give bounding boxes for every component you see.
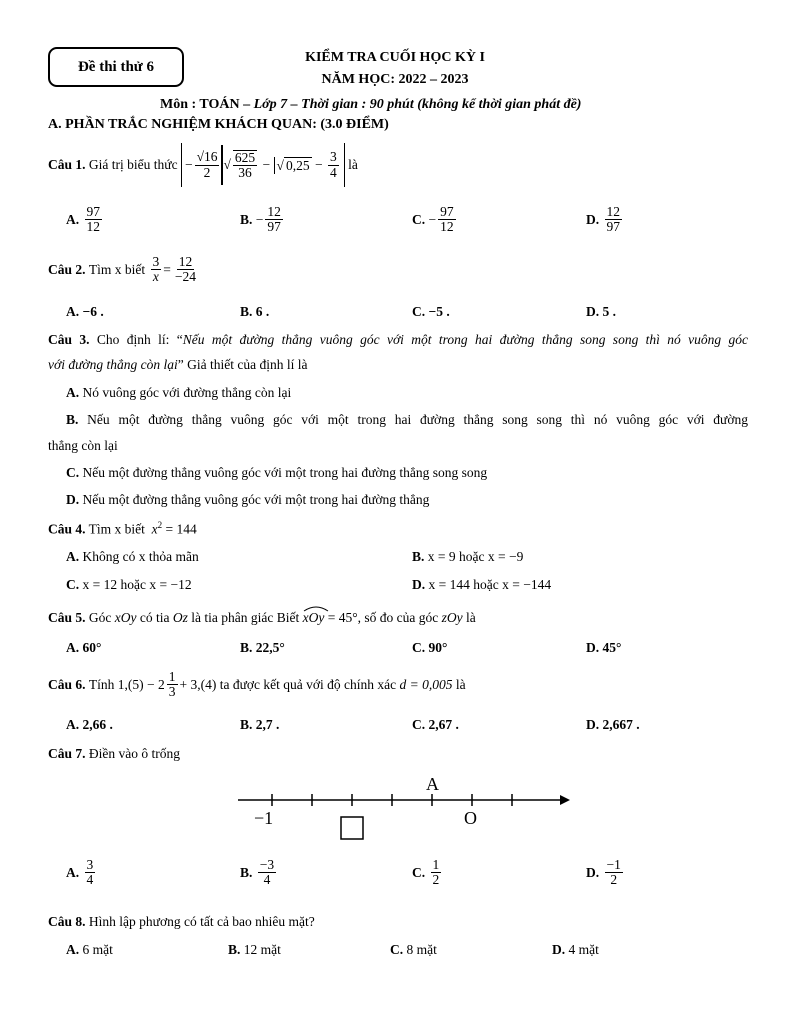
number-line-diagram <box>230 770 580 842</box>
q4-option-c: C. x = 12 hoặc x = −12 <box>66 577 192 592</box>
q1-option-a: A. $\frac{97}{12}$ <box>66 204 100 235</box>
q2-option-c: C. −5 . <box>412 304 450 319</box>
q5-option-d: D. 45° <box>586 640 622 655</box>
q8-option-b: B. 12 mặt <box>228 942 281 957</box>
question-3: Câu 3. Cho định lí: “Nếu một đường thẳng vuông góc với một trong hai đường thẳng song song thì nó vuông góc <box>48 332 749 347</box>
q3-option-a: A. Nó vuông góc với đường thẳng còn lại <box>66 385 292 400</box>
exam-title: KIỂM TRA CUỐI HỌC KỲ I <box>305 50 485 65</box>
blank-box[interactable] <box>341 817 363 839</box>
q2-option-a: A. −6 . <box>66 304 104 319</box>
q7-option-b: B. $\frac{-3}{4}$ <box>240 857 275 888</box>
exam-badge: Đề thi thử 6 <box>48 47 184 87</box>
question-8: Câu 8. Hình lập phương có tất cả bao nhiêu mặt? <box>48 914 315 929</box>
q4-option-b: B. x = 9 hoặc x = −9 <box>412 549 524 564</box>
label-a: A <box>426 774 439 794</box>
question-4: Câu 4. Tìm x biết $x^2 = 144$ <box>48 520 197 537</box>
q3-option-b: B. Nếu một đường thẳng vuông góc với một trong hai đường thẳng song song thì nó vuông góc với đường <box>66 412 749 427</box>
question-7: Câu 7. Điền vào ô trống <box>48 746 180 761</box>
q7-option-c: C. $\frac{1}{2}$ <box>412 857 440 888</box>
question-3-cont: với đường thẳng còn lại” Giả thiết của định lí là <box>48 357 308 372</box>
question-6: Câu 6. Tính 1,(5) − 2 $\frac{1}{3}$ + 3,(4) ta được kết quả với độ chính xác d = 0,005 là <box>48 669 466 700</box>
q1-option-d: D. $\frac{12}{97}$ <box>586 204 620 235</box>
q5-option-b: B. 22,5° <box>240 640 285 655</box>
q5-option-c: C. 90° <box>412 640 448 655</box>
q6-option-c: C. 2,67 . <box>412 717 459 732</box>
question-2: Câu 2. Tìm x biết $\frac{3}{x}$ = $\frac{12}{-24}$ <box>48 254 197 285</box>
label-origin: O <box>464 808 477 828</box>
q7-option-a: A. $\frac{3}{4}$ <box>66 857 94 888</box>
subject-line: Môn : TOÁN – Lớp 7 – Thời gian : 90 phút (không kể thời gian phát đề) <box>160 97 582 112</box>
school-year: NĂM HỌC: 2022 – 2023 <box>321 72 469 87</box>
q6-option-b: B. 2,7 . <box>240 717 280 732</box>
q2-option-d: D. 5 . <box>586 304 616 319</box>
question-5: Câu 5. Góc xOy có tia Oz là tia phân giác Biết xOy = 45°, số đo của góc zOy là <box>48 610 476 626</box>
q1-option-b: B. − $\frac{12}{97}$ <box>240 204 281 235</box>
q6-option-a: A. 2,66 . <box>66 717 113 732</box>
q3-option-c: C. Nếu một đường thẳng vuông góc với một trong hai đường thẳng song song <box>66 465 488 480</box>
q1-option-c: C. − $\frac{97}{12}$ <box>412 204 454 235</box>
q7-option-d: D. $\frac{-1}{2}$ <box>586 857 621 888</box>
section-a-heading: A. PHẦN TRẮC NGHIỆM KHÁCH QUAN: (3.0 ĐIỂM) <box>48 117 389 132</box>
q1-expression: − $\frac{√16}{2}$ √ $\frac{625}{36}$ − √ 0,25 − $\frac{3}{4}$ <box>181 143 345 187</box>
arrow-head-icon <box>560 795 570 805</box>
q6-option-d: D. 2,667 . <box>586 717 640 732</box>
q4-option-d: D. x = 144 hoặc x = −144 <box>412 577 552 592</box>
q3-option-b-cont: thẳng còn lại <box>48 438 118 453</box>
q8-option-c: C. 8 mặt <box>390 942 437 957</box>
q2-option-b: B. 6 . <box>240 304 270 319</box>
angle-hat-icon <box>303 605 329 612</box>
q8-option-d: D. 4 mặt <box>552 942 599 957</box>
q5-option-a: A. 60° <box>66 640 102 655</box>
q8-option-a: A. 6 mặt <box>66 942 113 957</box>
q4-option-a: A. Không có x thỏa mãn <box>66 549 199 564</box>
question-1: Câu 1. Giá trị biểu thức − $\frac{√16}{2}$ √ $\frac{625}{36}$ − √ 0,25 − $\frac{3}{4}$ là <box>48 143 358 187</box>
label-minus-one: −1 <box>254 808 274 828</box>
q3-option-d: D. Nếu một đường thẳng vuông góc với một trong hai đường thẳng <box>66 492 430 507</box>
